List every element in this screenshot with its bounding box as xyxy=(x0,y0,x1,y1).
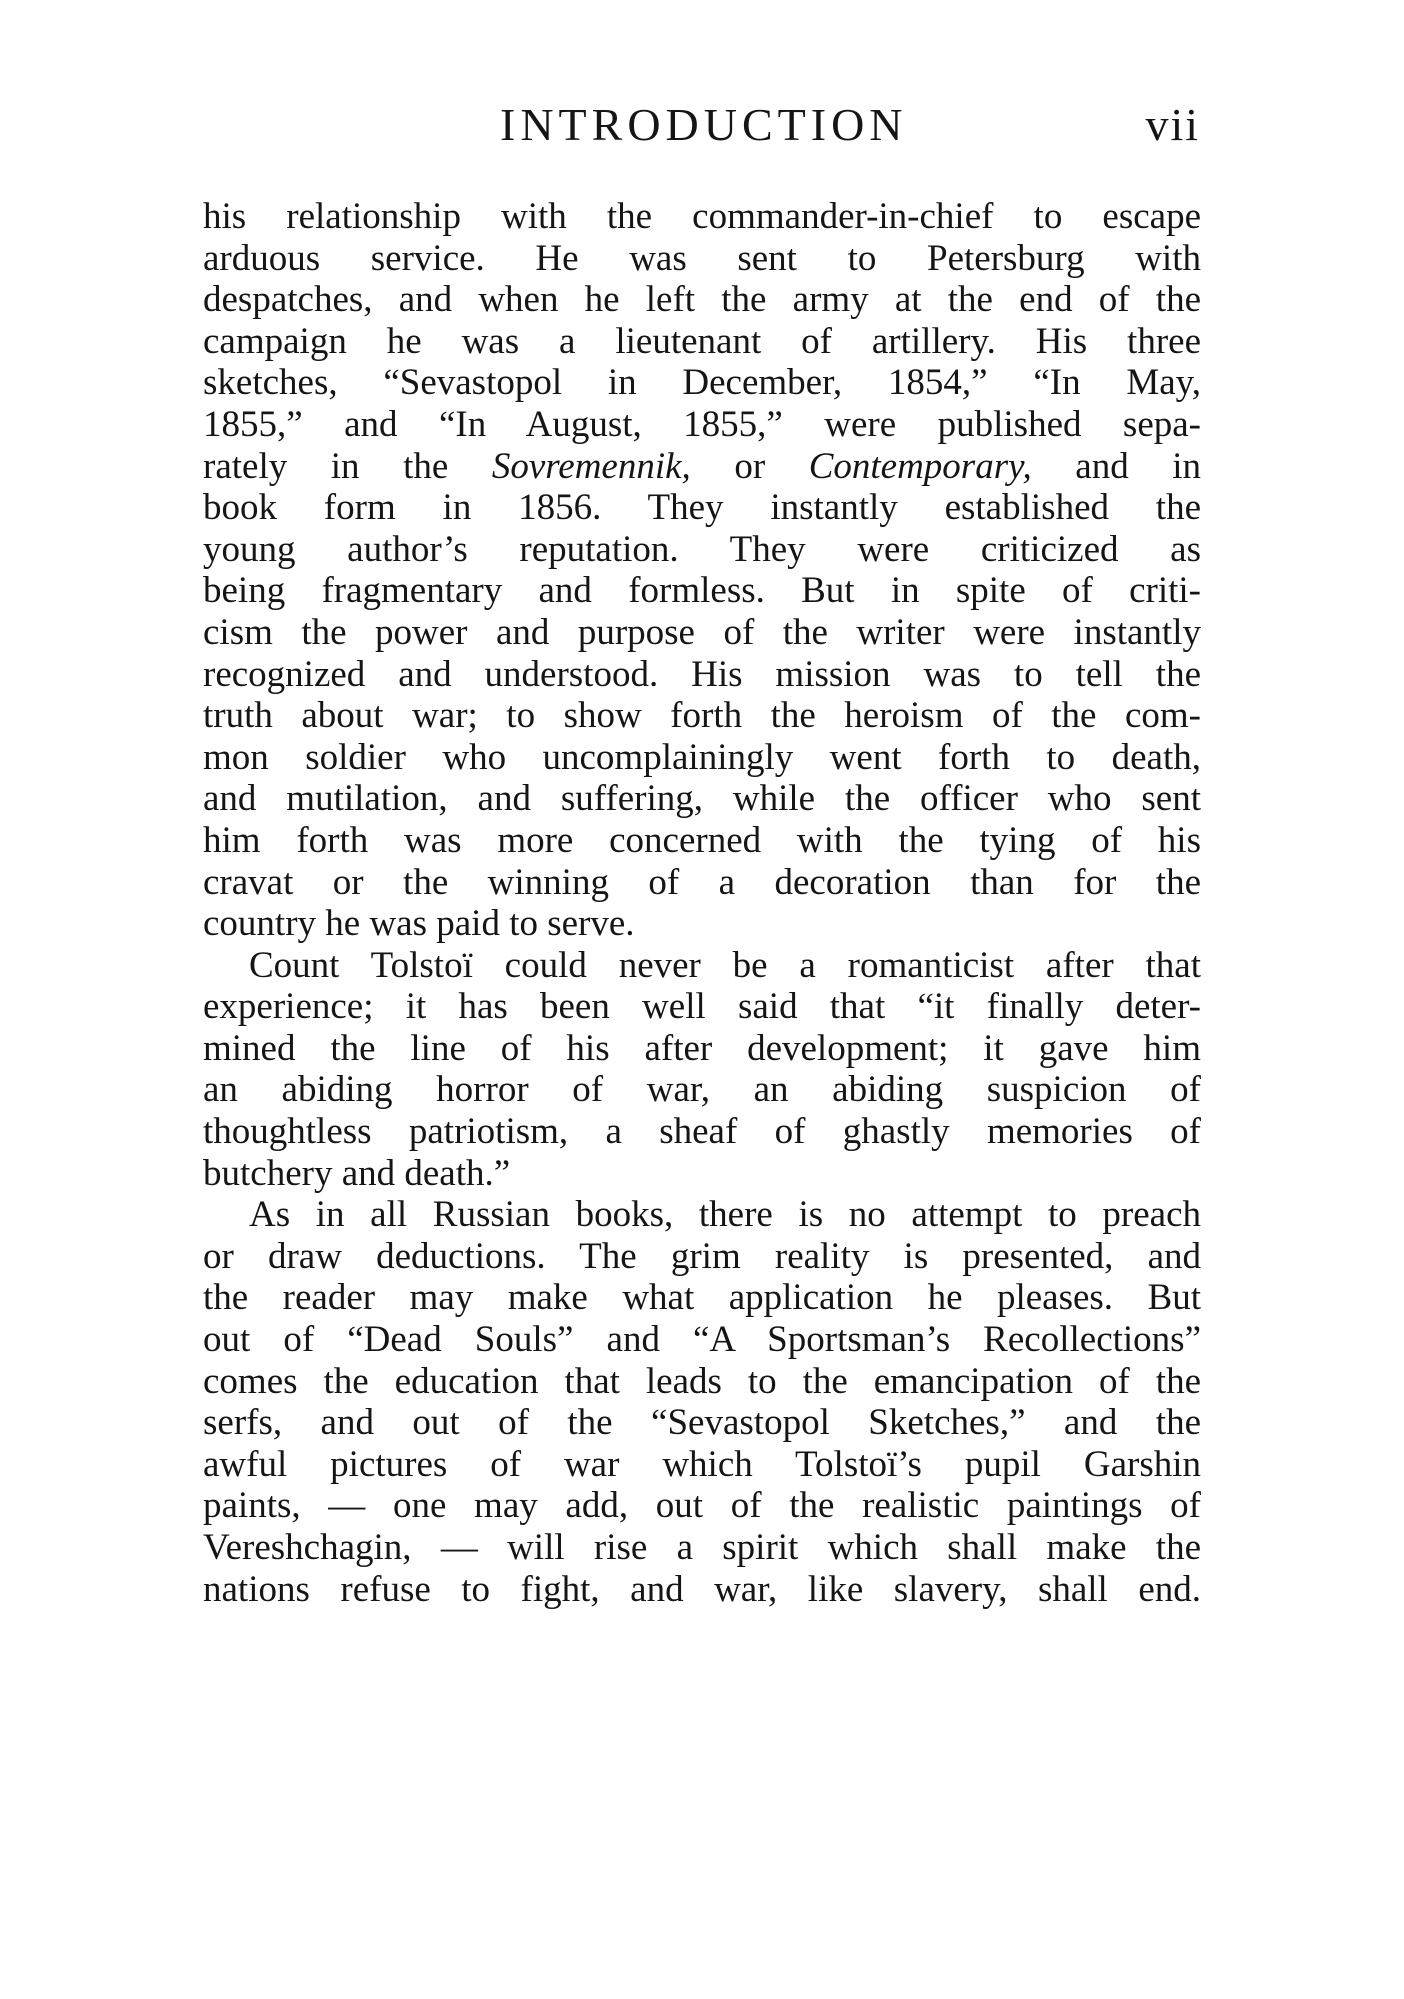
text-line: despatches, and when he left the army at the end of the xyxy=(203,279,1201,321)
text-line: out of “Dead Souls” and “A Sportsman’s Recollections” xyxy=(203,1319,1201,1361)
running-title: INTRODUCTION xyxy=(500,99,908,150)
paragraph-1 xyxy=(203,196,1201,945)
text-line: butchery and death.” xyxy=(203,1152,511,1194)
text-fragment: and in xyxy=(1031,445,1202,487)
text-line: young author’s reputation. They were criticized as xyxy=(203,528,1201,570)
text-fragment: rately in the xyxy=(203,445,492,487)
text-line: recognized and understood. His mission was to tell the xyxy=(203,653,1201,695)
text-line: his relationship with the commander-in-chief to escape xyxy=(203,196,1201,237)
text-line: mined the line of his after development; it gave him xyxy=(203,1027,1201,1069)
text-line: Vereshchagin, — will rise a spirit which shall make the xyxy=(203,1527,1201,1568)
text-line: Count Tolstoï could never be a romanticist after that xyxy=(249,944,1201,986)
text-line: nations refuse to fight, and war, like slavery, shall end. xyxy=(203,1568,1201,1610)
text-line: or draw deductions. The grim reality is presented, and xyxy=(203,1235,1201,1277)
text-line: being fragmentary and formless. But in spite of criti- xyxy=(203,570,1201,612)
text-line: campaign he was a lieutenant of artillery. His three xyxy=(203,320,1201,362)
paragraph-3 xyxy=(203,1194,1201,1610)
text-line: country he was paid to serve. xyxy=(203,903,635,945)
page-number: vii xyxy=(1145,99,1200,150)
text-line: mon soldier who uncomplainingly went forth to death, xyxy=(203,736,1201,778)
text-line: truth about war; to show forth the heroism of the com- xyxy=(203,695,1201,737)
text-line: thoughtless patriotism, a sheaf of ghastly memories of xyxy=(203,1111,1201,1153)
text-line: As in all Russian books, there is no attempt to preach xyxy=(249,1194,1201,1236)
text-line: him forth was more concerned with the tying of his xyxy=(203,819,1201,861)
text-fragment: or xyxy=(690,445,809,487)
text-line: 1855,” and “In August, 1855,” were published sepa- xyxy=(203,403,1201,445)
text-line: experience; it has been well said that “it finally deter- xyxy=(203,986,1201,1028)
italic-title: Sovremennik, xyxy=(491,445,691,487)
italic-title: Contemporary, xyxy=(808,445,1032,487)
text-line: paints, — one may add, out of the realistic paintings of xyxy=(203,1485,1201,1527)
paragraph-2 xyxy=(203,945,1201,1195)
text-line: awful pictures of war which Tolstoï’s pupil Garshin xyxy=(203,1443,1201,1485)
text-line: sketches, “Sevastopol in December, 1854,” “In May, xyxy=(203,362,1201,404)
running-head xyxy=(200,100,1200,150)
text-line: the reader may make what application he pleases. But xyxy=(203,1277,1201,1319)
text-line: comes the education that leads to the emancipation of the xyxy=(203,1360,1201,1402)
text-line: book form in 1856. They instantly established the xyxy=(203,487,1201,529)
text-line: arduous service. He was sent to Petersburg with xyxy=(203,237,1201,279)
text-line xyxy=(203,446,1201,488)
text-line: and mutilation, and suffering, while the officer who sent xyxy=(203,778,1201,820)
text-line: cravat or the winning of a decoration than for the xyxy=(203,861,1201,903)
text-line: an abiding horror of war, an abiding suspicion of xyxy=(203,1069,1201,1111)
body-text xyxy=(203,196,1201,1610)
text-line: serfs, and out of the “Sevastopol Sketches,” and the xyxy=(203,1402,1201,1444)
text-line: cism the power and purpose of the writer were instantly xyxy=(203,611,1201,653)
